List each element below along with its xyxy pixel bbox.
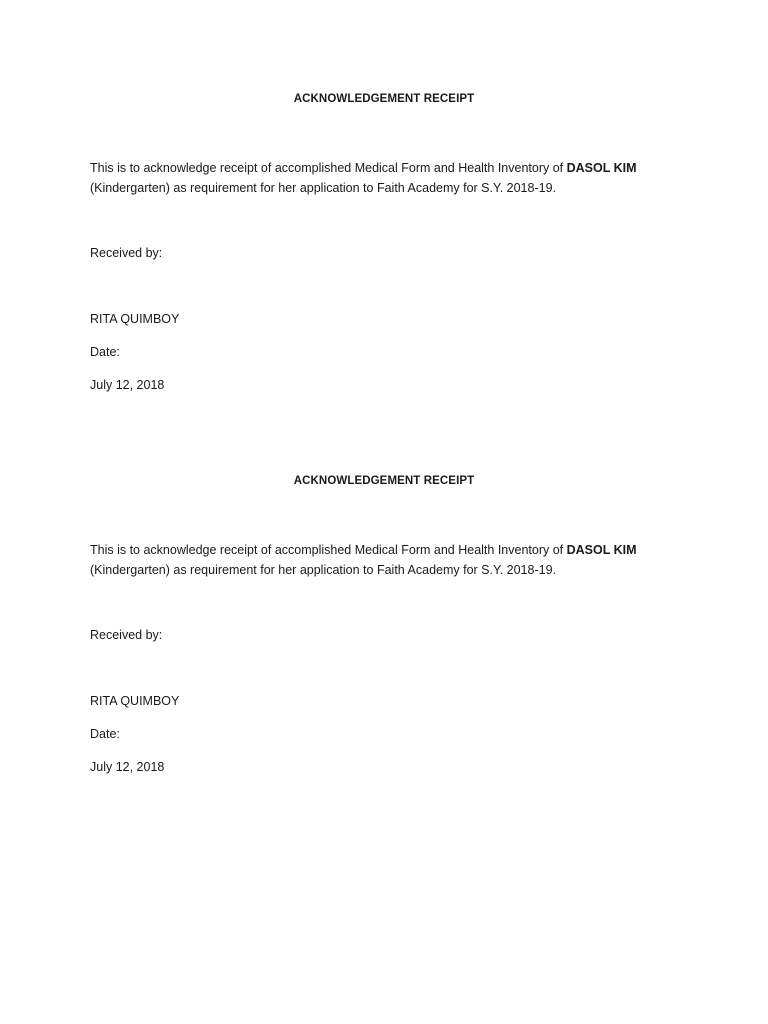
student-name: DASOL KIM [566,543,637,557]
receipt-body-text-before: This is to acknowledge receipt of accomplished Medical Form and Health Inventory of [90,543,567,557]
received-by-label: Received by: [90,246,163,260]
receipt-body [90,540,660,580]
student-name: DASOL KIM [566,161,637,175]
received-by-label: Received by: [90,628,163,642]
date-label: Date: [90,345,120,359]
receiver-name: RITA QUIMBOY [90,694,180,708]
date-value: July 12, 2018 [90,378,165,392]
receipt-body-text-after: (Kindergarten) as requirement for her application to Faith Academy for S.Y. 2018-19. [90,563,556,577]
receipt-body-text-before: This is to acknowledge receipt of accomplished Medical Form and Health Inventory of [90,161,567,175]
date-value: July 12, 2018 [90,760,165,774]
receiver-name: RITA QUIMBOY [90,312,180,326]
receipt-title: ACKNOWLEDGEMENT RECEIPT [293,93,475,105]
receipt-body-text-after: (Kindergarten) as requirement for her application to Faith Academy for S.Y. 2018-19. [90,181,556,195]
receipt-body [90,158,660,198]
date-label: Date: [90,727,120,741]
receipt-title: ACKNOWLEDGEMENT RECEIPT [293,475,475,487]
